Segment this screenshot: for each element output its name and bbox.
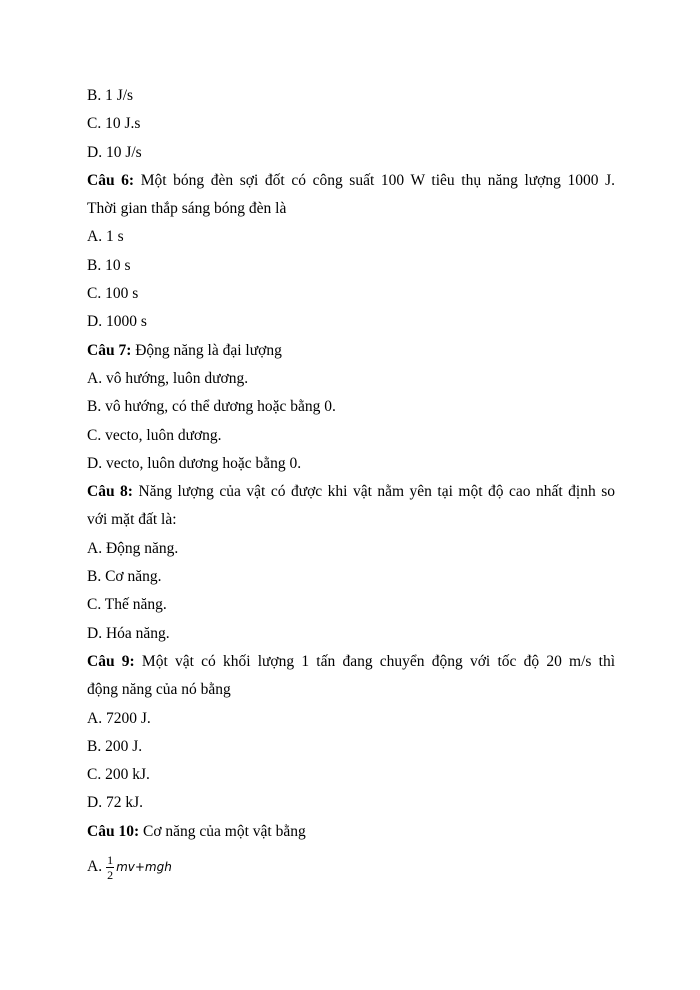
q10-option-a-prefix: A. xyxy=(87,858,103,876)
q6-option-c: C. 100 s xyxy=(87,285,139,303)
q7-option-d: D. vecto, luôn dương hoặc bằng 0. xyxy=(87,454,302,472)
document-page xyxy=(87,82,615,884)
q9-option-b: B. 200 J. xyxy=(87,737,143,755)
formula-expression: mv+mgh xyxy=(116,860,172,875)
q8-stem-line1 xyxy=(87,478,615,506)
q8-label: Câu 8: xyxy=(87,483,133,501)
q8-option-b: B. Cơ năng. xyxy=(87,568,162,586)
fraction xyxy=(106,854,114,881)
q6-label: Câu 6: xyxy=(87,171,135,189)
q7-option-a: A. vô hướng, luôn dương. xyxy=(87,369,249,387)
q10-text: Cơ năng của một vật bằng xyxy=(139,822,306,840)
q6-option-a: A. 1 s xyxy=(87,228,124,246)
q10-stem xyxy=(87,818,615,846)
q10-option-a xyxy=(87,850,615,884)
q9-option-a: A. 7200 J. xyxy=(87,709,151,727)
q6-stem-line1 xyxy=(87,167,615,195)
q6-option-d: D. 1000 s xyxy=(87,313,147,331)
q8-option-c: C. Thế năng. xyxy=(87,596,167,614)
q6-text-line1: Một bóng đèn sợi đốt có công suất 100 W tiêu thụ năng lượng 1000 J. xyxy=(134,171,615,189)
q9-text-line1: Một vật có khối lượng 1 tấn đang chuyển động với tốc độ 20 m/s thì xyxy=(134,652,615,670)
q8-stem-line2: với mặt đất là: xyxy=(87,511,177,529)
q10-label: Câu 10: xyxy=(87,822,140,840)
q8-text-line1: Năng lượng của vật có được khi vật nằm yên tại một độ cao nhất định so xyxy=(132,483,615,501)
fraction-denominator: 2 xyxy=(107,867,114,882)
q5-option-c: C. 10 J.s xyxy=(87,115,141,133)
q9-option-d: D. 72 kJ. xyxy=(87,794,143,812)
q9-option-c: C. 200 kJ. xyxy=(87,766,150,784)
q6-option-b: B. 10 s xyxy=(87,256,131,274)
q7-option-b: B. vô hướng, có thể dương hoặc bằng 0. xyxy=(87,398,336,416)
q9-label: Câu 9: xyxy=(87,652,135,670)
q9-stem-line1 xyxy=(87,648,615,676)
q7-stem xyxy=(87,337,615,365)
q7-option-c: C. vecto, luôn dương. xyxy=(87,426,222,444)
q6-stem-line2: Thời gian thắp sáng bóng đèn là xyxy=(87,200,287,218)
q7-text: Động năng là đại lượng xyxy=(131,341,282,359)
fraction-numerator: 1 xyxy=(107,852,114,867)
q5-option-b: B. 1 J/s xyxy=(87,87,134,104)
q8-option-a: A. Động năng. xyxy=(87,539,179,557)
q8-option-d: D. Hóa năng. xyxy=(87,624,170,642)
q7-label: Câu 7: xyxy=(87,341,132,359)
q5-option-d: D. 10 J/s xyxy=(87,143,142,161)
q9-stem-line2: động năng của nó bằng xyxy=(87,681,231,699)
